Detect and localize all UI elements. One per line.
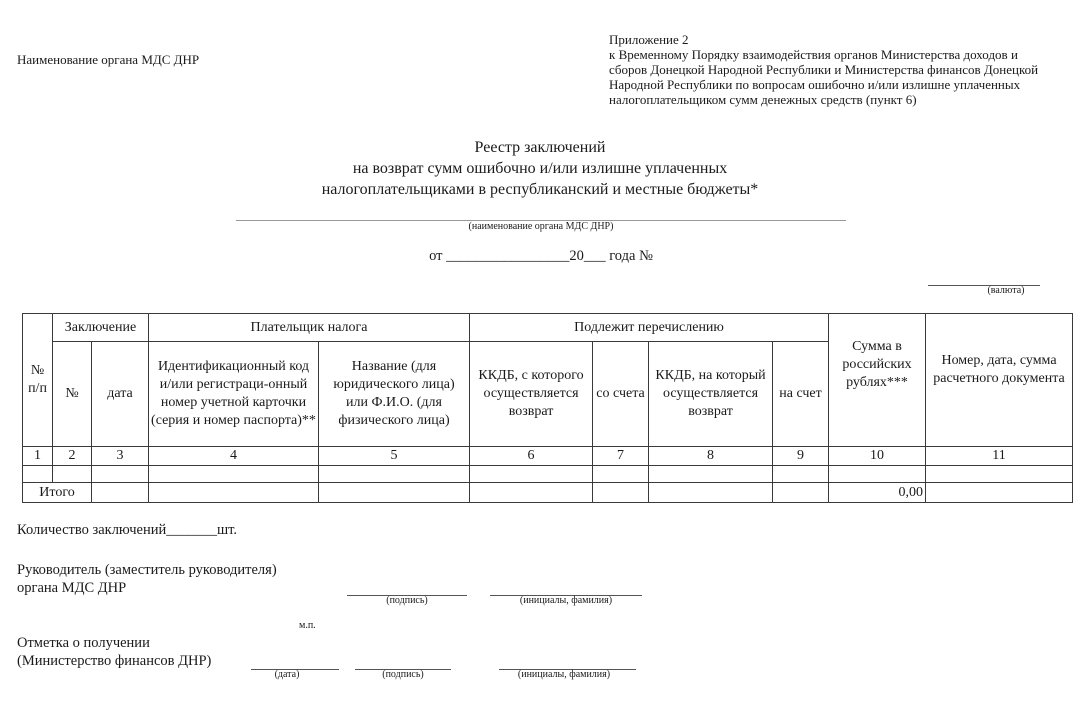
date-caption: (дата) [274,669,300,680]
cell [926,483,1073,503]
table-row [23,466,1073,483]
total-row [23,483,1073,503]
header-kkdb-from: ККДБ, с которого осуществляется возврат [470,342,593,447]
appendix-line: сборов Донецкой Народной Республики и Министерства финансов Донецкой [609,62,1039,77]
cell [319,483,470,503]
cell[interactable] [470,466,593,483]
column-number: 9 [773,447,829,466]
header-payer-id: Идентификационный код и/или регистраци-онный номер учетной карточки (серия и номер паспорта)** [149,342,319,447]
count-label: Количество заключений [17,522,167,538]
appendix-line: Народной Республики по вопросам ошибочно и/или излишне уплаченных [609,77,1021,92]
title-line: на возврат сумм ошибочно и/или излишне уплаченных [352,160,728,177]
header-conclusion-no: № [53,342,92,447]
appendix-note [609,32,1079,107]
document-title [230,137,850,200]
header-npp: № п/п [23,314,53,447]
cell[interactable] [829,466,926,483]
title-line: Реестр заключений [474,139,606,156]
count-unit: шт. [216,522,238,538]
header-kkdb-to: ККДБ, на который осуществляется возврат [649,342,773,447]
appendix-title: Приложение 2 [609,32,689,47]
header-payer-name: Название (для юридического лица) или Ф.И.О. (для физического лица) [319,342,470,447]
date-number-line[interactable]: от _________________20___ года № [429,248,653,264]
total-sum: 0,00 [829,483,926,503]
receipt-label-line: (Министерство финансов ДНР) [17,653,212,669]
cell [470,483,593,503]
column-number: 8 [649,447,773,466]
currency-caption: (валюта) [987,285,1025,296]
cell [149,483,319,503]
cell[interactable] [773,466,829,483]
header-sum: Сумма в российских рублях*** [829,314,926,447]
header-group-payer: Плательщик налога [149,314,470,342]
head-label-line: Руководитель (заместитель руководителя) [17,562,277,578]
header-group-transfer: Подлежит перечислению [470,314,829,342]
total-label: Итого [23,483,92,503]
cell[interactable] [53,466,92,483]
header-conclusion-date: дата [92,342,149,447]
conclusions-count [17,521,237,539]
register-table [22,313,1073,503]
appendix-line: налогоплательщиком сумм денежных средств (пункт 6) [609,92,917,107]
initials-caption: (инициалы, фамилия) [517,669,611,680]
count-field[interactable]: _______ [166,522,217,538]
header-group-conclusion: Заключение [53,314,149,342]
column-number: 3 [92,447,149,466]
appendix-line: к Временному Порядку взаимодействия органов Министерства доходов и [609,47,1018,62]
header-doc: Номер, дата, сумма расчетного документа [926,314,1073,447]
stamp-place: м.п. [299,620,316,631]
cell [649,483,773,503]
initials-caption: (инициалы, фамилия) [519,595,613,606]
column-number: 10 [829,447,926,466]
cell[interactable] [92,466,149,483]
receipt-mark [17,634,211,670]
header-from-account: со счета [593,342,649,447]
cell[interactable] [149,466,319,483]
cell [593,483,649,503]
column-number: 7 [593,447,649,466]
column-number: 5 [319,447,470,466]
signature-caption: (подпись) [386,595,428,606]
column-number: 6 [470,447,593,466]
column-number: 11 [926,447,1073,466]
cell [773,483,829,503]
signature-caption: (подпись) [382,669,424,680]
cell[interactable] [649,466,773,483]
head-signatory [17,561,277,597]
cell[interactable] [23,466,53,483]
cell[interactable] [593,466,649,483]
cell[interactable] [319,466,470,483]
column-number: 2 [53,447,92,466]
receipt-label-line: Отметка о получении [17,635,150,651]
column-numbers-row [23,447,1073,466]
column-number: 4 [149,447,319,466]
column-number: 1 [23,447,53,466]
cell [92,483,149,503]
cell[interactable] [926,466,1073,483]
org-name-label: Наименование органа МДС ДНР [17,52,200,67]
head-label-line: органа МДС ДНР [17,580,127,596]
org-name-caption: (наименование органа МДС ДНР) [468,221,614,232]
header-to-account: на счет [773,342,829,447]
title-line: налогоплательщиками в республиканский и местные бюджеты* [321,181,759,198]
